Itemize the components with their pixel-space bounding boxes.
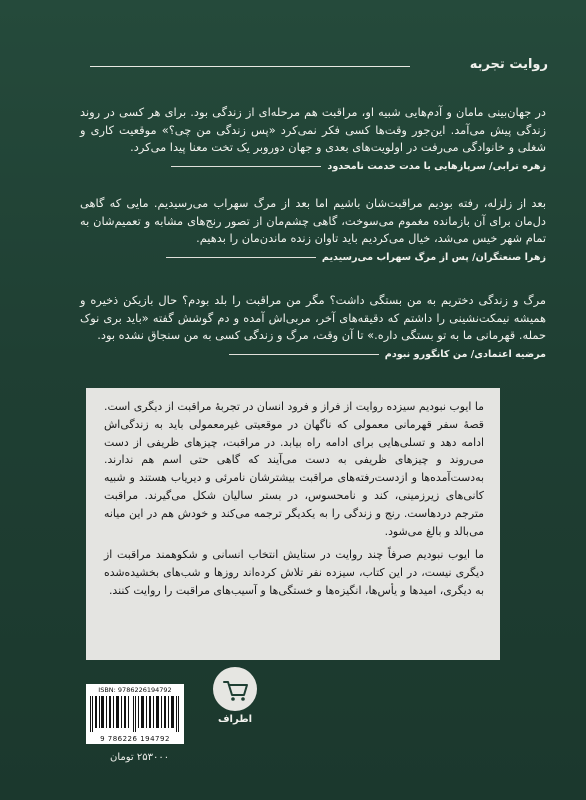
isbn-digits: 9 786226 194792 <box>100 735 170 743</box>
quote-block <box>80 104 546 175</box>
quote-attribution-row <box>80 249 546 267</box>
quote-block <box>80 195 546 266</box>
cart-icon <box>213 667 257 711</box>
publisher-name: اطراف <box>217 714 253 725</box>
description-paragraph: ما ایوب نبودیم صرفاً چند روایت در ستایش انتخاب انسانی و شکوهمند مراقبت از دیگری نیست، در این کتاب، سیزده نفر تلاش کرده‌اند روزها و شب‌های بخشیده‌شده به دیگری، امیدها و یأس‌ها، انگیزه‌ها و خستگی‌ها و آسیب‌های مراقبت را روایت کنند. <box>104 548 484 597</box>
quote-text: بعد از زلزله، رفته بودیم مراقبت‌شان باشیم اما بعد از مرگ سهراب می‌رسیدیم. مایی که گاهی دل‌مان برای آن بازمانده مغموم می‌سوخت، گاهی چشم‌مان از تصور رنج‌های مشابه و تعمیم‌شان به تمام شهر خیس می‌شد، خیال می‌کردیم باید تاوان زنده ماندن‌مان را بدهیم. <box>80 196 546 246</box>
quote-attribution: مرضیه اعتمادی/ من کانگورو نبودم <box>384 348 546 360</box>
quote-text: مرگ و زندگی دختریم به من بستگی داشت؟ مگر من مراقبت را بلد بودم؟ حال بازیکن ذخیره و همیشه نیمکت‌نشینی را داشتم که دقیقه‌های آخر، مربی‌اش آمده و دم گوشش گفته «باید بری نوک حمله. قهرمانی ما به تو بستگی داره.» تا آن وقت، مرگ و زندگی کسی به من سنجاق نشده بود. <box>80 293 546 343</box>
quote-attribution: زهرا صنعتگران/ پس از مرگ سهراب می‌رسیدیم <box>321 251 546 263</box>
publisher-logo <box>213 667 257 711</box>
quote-attribution-row <box>80 158 546 176</box>
quote-attribution-row <box>80 346 546 364</box>
series-title: روایت تجربه <box>469 57 548 72</box>
quote-attribution: زهره ترابی/ سرپازهایی با مدت خدمت نامحدود <box>327 160 546 172</box>
description-box <box>86 388 500 660</box>
attribution-line <box>229 354 379 355</box>
isbn-label: ISBN: 9786226194792 <box>98 686 172 694</box>
quote-text: در جهان‌بینی مامان و آدم‌هایی شبیه او، مراقبت هم مرحله‌ای از زندگی بود. برای هر کسی در روند زندگی پیش می‌آمد. این‌جور وقت‌ها کسی فکر نمی‌کرد «پس زندگی من چی؟» موقعیت کاری و شغلی و خانوادگی می‌رفت در اولویت‌های بعدی و جهان دوروبر یک تخت معنا پیدا می‌کرد. <box>80 105 546 155</box>
barcode-bars <box>90 696 180 732</box>
attribution-line <box>171 166 321 167</box>
series-divider <box>90 66 410 67</box>
barcode <box>86 684 184 744</box>
attribution-line <box>166 257 316 258</box>
quote-block <box>80 292 546 363</box>
description-paragraph: ما ایوب نبودیم سیزده روایت از فراز و فرود انسان در تجربهٔ مراقبت از دیگری است. قصهٔ سفر قهرمانی معمولی که ناگهان در موقعیتی غیرمعمولی باید به زندگی‌اش ادامه دهد و تسلی‌هایی برای ادامه راه بیابد. در مراقبت، چیزهای ظریفی از دست می‌روند و چیزهای ظریفی به دست می‌آیند که گاهی حتی اسم هم ندارند. به‌دست‌آمده‌ها و از‌دست‌رفته‌های مراقبت بیشترشان نامرئی و دیریاب هستند و شبیه کانی‌های زیرزمینی، کند و نامحسوس، در بستر سالیان شکل می‌گیرند. مراقبت مترجم دردهاست. رنج و زندگی را به یکدیگر ترجمه می‌کند و خودش هم در این میانه می‌بالد و بالغ می‌شود. <box>104 400 484 538</box>
price: ۲۵۳۰۰۰ تومان <box>110 752 170 763</box>
